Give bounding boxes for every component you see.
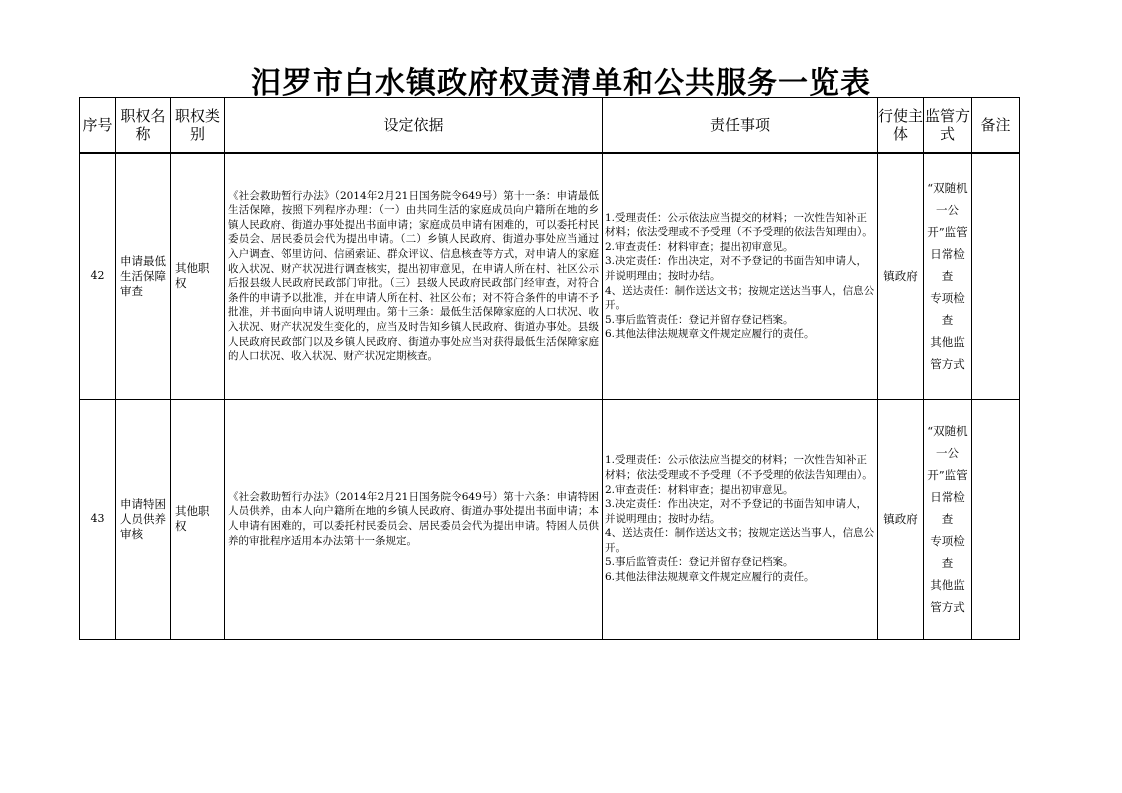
responsibility-item: 5.事后监管责任：登记并留存登记档案。 (605, 313, 794, 326)
supervision-item: 日常检查 (930, 247, 965, 284)
responsibility-item: 5.事后监管责任：登记并留存登记档案。 (605, 556, 794, 569)
table-row (80, 153, 1020, 399)
header-supervision: 监管方式 (924, 98, 972, 154)
responsibility-item: 6.其他法律法规规章文件规定应履行的责任。 (605, 571, 815, 584)
supervision-item: 专项检查 (930, 291, 965, 328)
row-type: 其他职权 (171, 153, 225, 399)
table-row (80, 399, 1020, 639)
responsibility-item: 1.受理责任：公示依法应当提交的材料；一次性告知补正材料；依法受理或不予受理（不予受理的依法告知理由）。 (605, 211, 873, 239)
supervision-item: 其他监管方式 (930, 335, 965, 372)
row-name: 申请最低生活保障审查 (116, 153, 171, 399)
supervision-item: 专项检查 (930, 534, 965, 570)
header-basis: 设定依据 (225, 98, 603, 154)
header-no: 序号 (80, 98, 116, 154)
supervision-item: “双随机一公开”监管 (927, 181, 968, 240)
header-type: 职权类别 (171, 98, 225, 154)
responsibility-table (79, 97, 1020, 640)
header-name: 职权名称 (116, 98, 171, 154)
row-name: 申请特困人员供养审核 (116, 399, 171, 639)
responsibility-item: 3.决定责任：作出决定，对不予登记的书面告知申请人，并说明理由；按时办结。 (605, 255, 868, 282)
row-remark (972, 153, 1020, 399)
supervision-item: 其他监管方式 (930, 578, 965, 614)
supervision-item: 日常检查 (930, 490, 965, 526)
supervision-item: “双随机一公开”监管 (927, 424, 968, 482)
row-no: 43 (80, 399, 116, 639)
row-no: 42 (80, 153, 116, 399)
responsibility-item: 4、送达责任：制作送达文书；按规定送达当事人，信息公开。 (605, 527, 875, 554)
responsibility-item: 2.审查责任：材料审查；提出初审意见。 (605, 483, 794, 496)
header-responsibility: 责任事项 (603, 98, 878, 154)
row-subject: 镇政府 (878, 399, 924, 639)
header-subject: 行使主体 (878, 98, 924, 154)
row-remark (972, 399, 1020, 639)
row-basis: 《社会救助暂行办法》（2014年2月21日国务院令649号）第十六条：申请特困人员供养，由本人向户籍所在地的乡镇人民政府、街道办事处提出书面申请；本人申请有困难的，可以委托村民委员会、居民委员会代为提出申请。特困人员供养的审批程序适用本办法第十一条规定。 (225, 399, 603, 639)
row-subject: 镇政府 (878, 153, 924, 399)
row-supervision (924, 153, 972, 399)
row-responsibility (603, 399, 878, 639)
row-responsibility (603, 153, 878, 399)
responsibility-item: 2.审查责任：材料审查；提出初审意见。 (605, 240, 794, 253)
responsibility-item: 4、送达责任：制作送达文书；按规定送达当事人，信息公开。 (605, 284, 875, 312)
row-supervision (924, 399, 972, 639)
header-remark: 备注 (972, 98, 1020, 154)
row-type: 其他职权 (171, 399, 225, 639)
page-title: 汨罗市白水镇政府权责清单和公共服务一览表 (251, 66, 871, 101)
responsibility-item: 3.决定责任：作出决定，对不予登记的书面告知申请人，并说明理由；按时办结。 (605, 498, 868, 525)
row-basis: 《社会救助暂行办法》（2014年2月21日国务院令649号）第十一条：申请最低生活保障，按照下列程序办理：（一）由共同生活的家庭成员向户籍所在地的乡镇人民政府、街道办事处提出书面申请；家庭成员申请有困难的，可以委托村民委员会、居民委员会代为提出申请。（二）乡镇人民政府、街道办事处应当通过入户调查、邻里访问、信函索证、群众评议、信息核查等方式，对申请人的家庭收入状况、财产状况进行调查核实，提出初审意见，在申请人所在村、社区公示后报县级人民政府民政部门审批。（三）县级人民政府民政部门经审查，对符合条件的申请予以批准，并在申请人所在村、社区公布；对不符合条件的申请不予批准，并书面向申请人说明理由。第十三条：最低生活保障家庭的人口状况、收入状况、财产状况发生变化的，应当及时告知乡镇人民政府、街道办事处。县级人民政府民政部门以及乡镇人民政府、街道办事处应当对获得最低生活保障家庭的人口状况、收入状况、财产状况定期核查。 (225, 153, 603, 399)
responsibility-item: 1.受理责任：公示依法应当提交的材料；一次性告知补正材料；依法受理或不予受理（不予受理的依法告知理由）。 (605, 454, 873, 481)
responsibility-item: 6.其他法律法规规章文件规定应履行的责任。 (605, 328, 815, 341)
table-header-row (80, 98, 1020, 154)
